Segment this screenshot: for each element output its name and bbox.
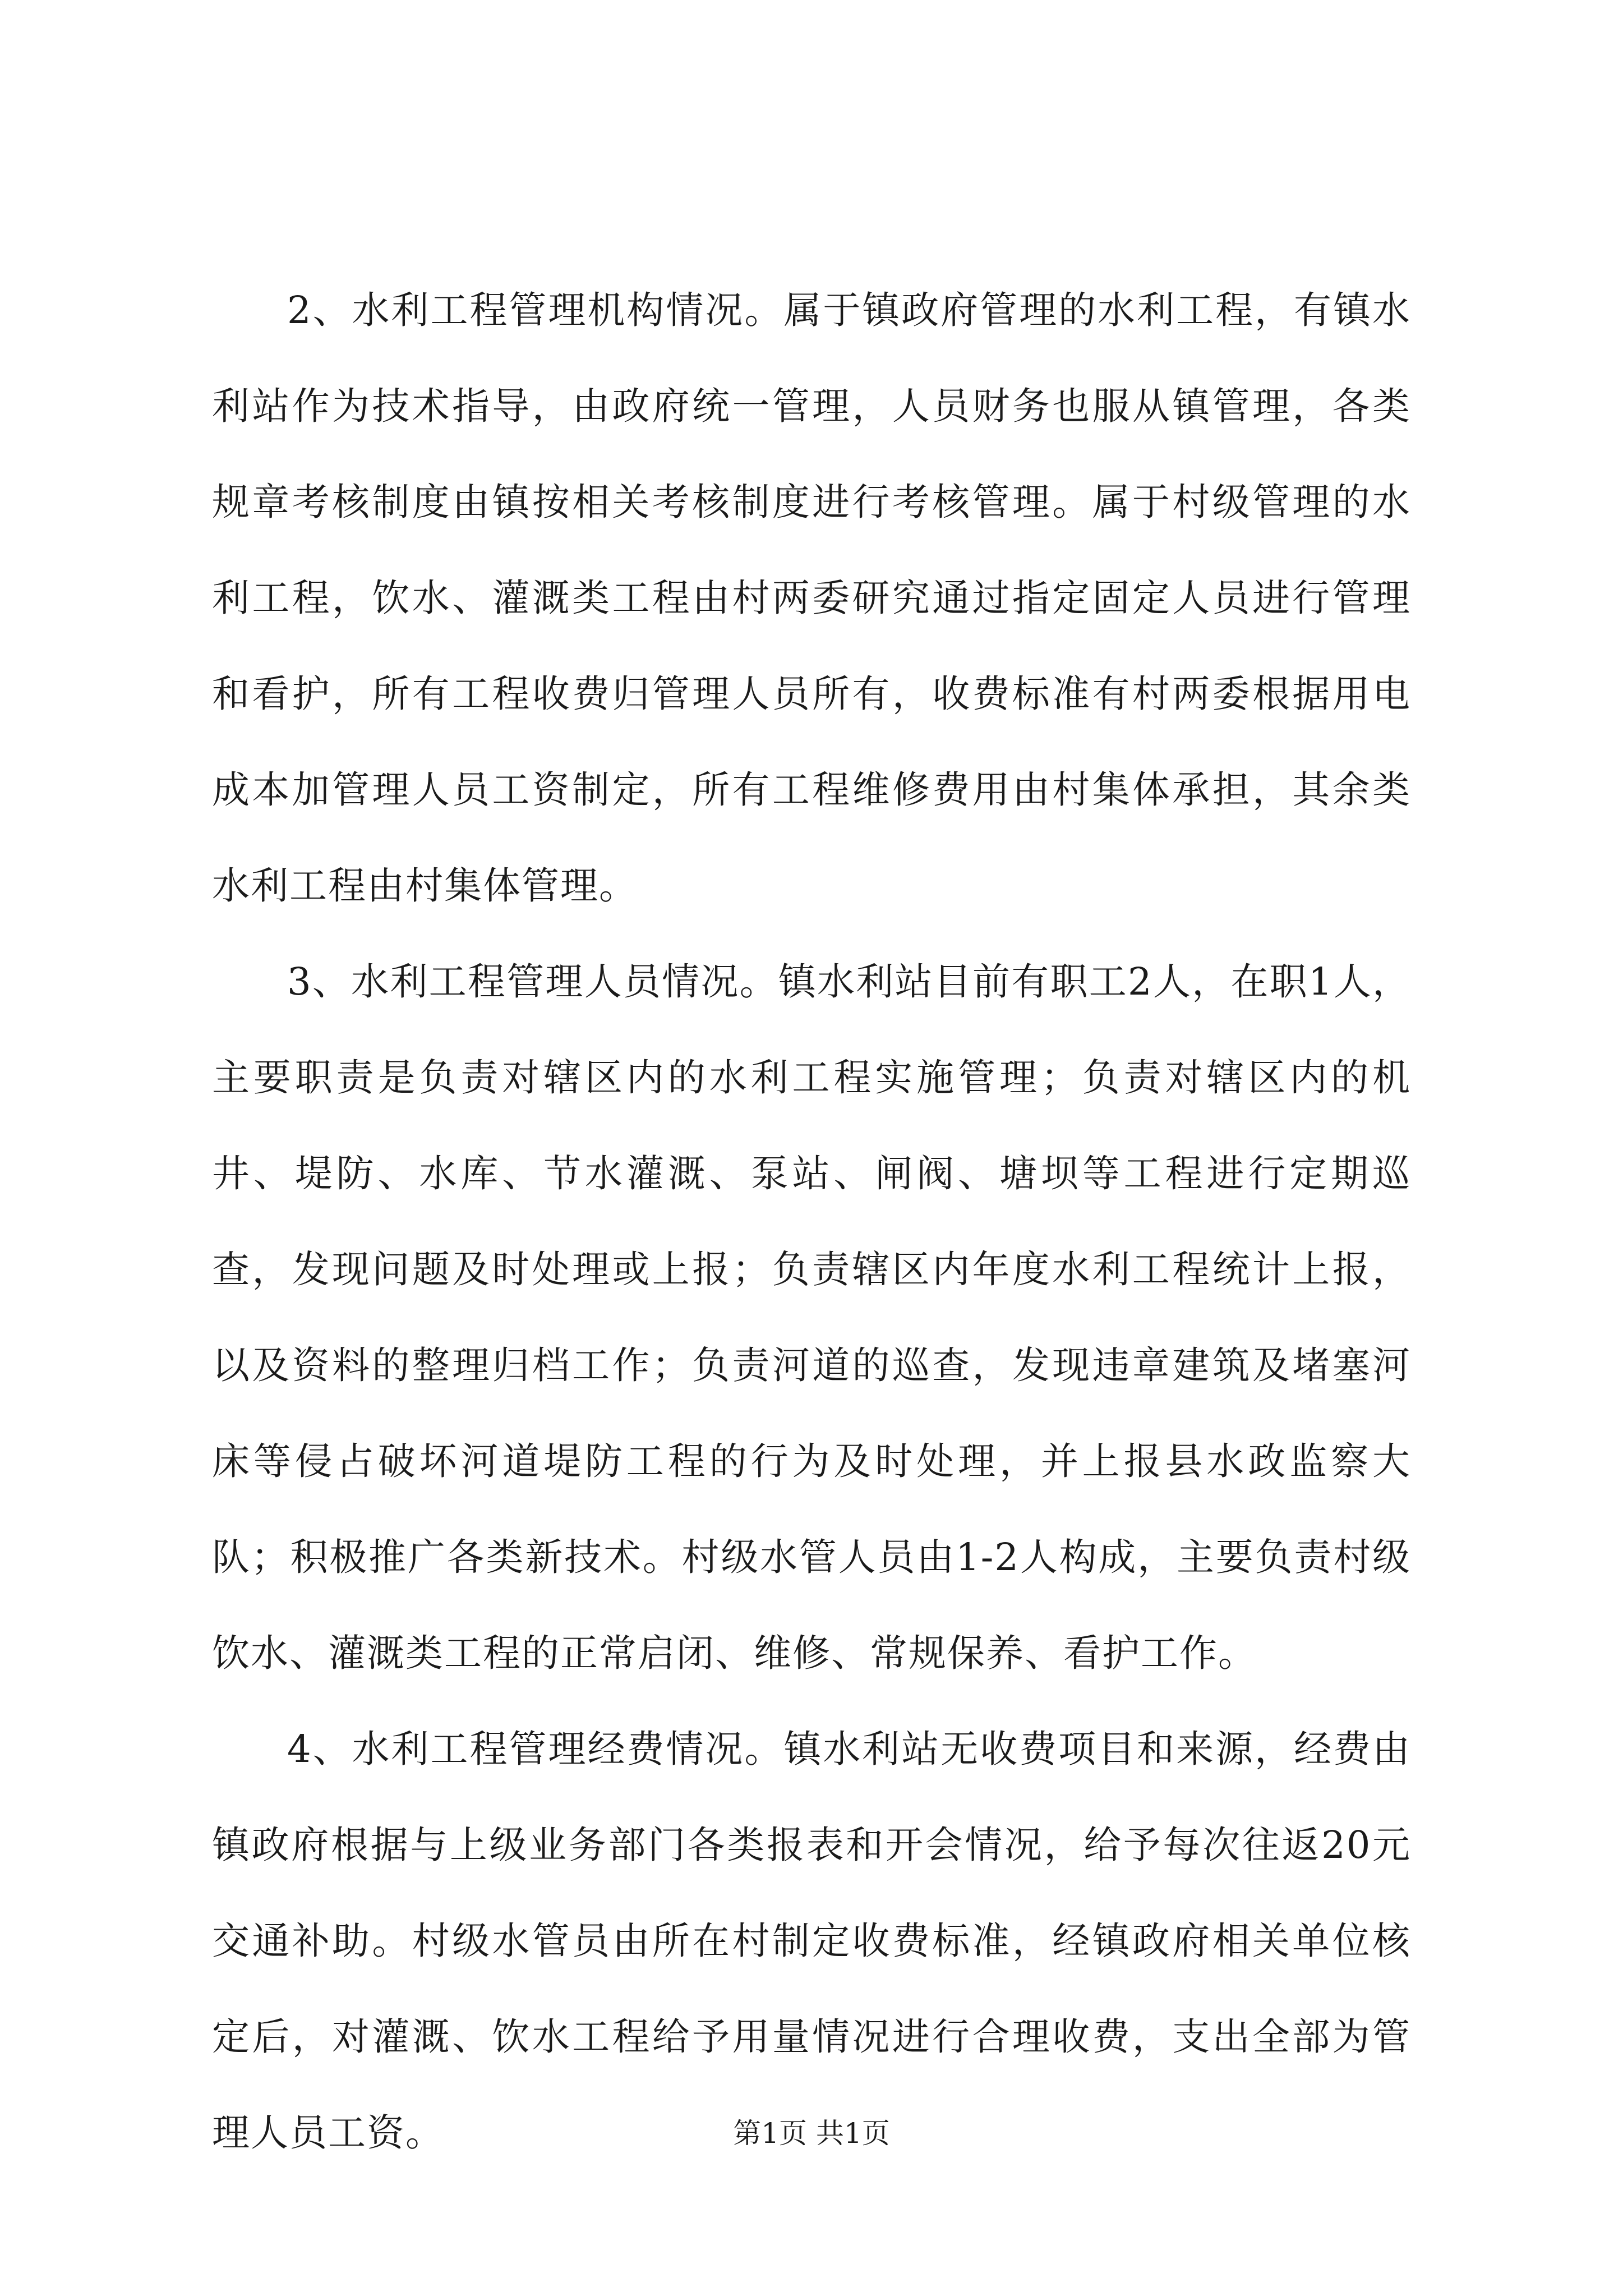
document-body	[212, 263, 1411, 2181]
paragraph-management-organization: 2、水利工程管理机构情况。属于镇政府管理的水利工程，有镇水利站作为技术指导，由政府统一管理，人员财务也服从镇管理，各类规章考核制度由镇按相关考核制度进行考核管理。属于村级管理的水利工程，饮水、灌溉类工程由村两委研究通过指定固定人员进行管理和看护，所有工程收费归管理人员所有，收费标准有村两委根据用电成本加管理人员工资制定，所有工程维修费用由村集体承担，其余类水利工程由村集体管理。	[212, 288, 1411, 908]
paragraph-management-funding: 4、水利工程管理经费情况。镇水利站无收费项目和来源，经费由镇政府根据与上级业务部门各类报表和开会情况，给予每次往返20元交通补助。村级水管员由所在村制定收费标准，经镇政府相关单位核定后，对灌溉、饮水工程给予用量情况进行合理收费，支出全部为管理人员工资。	[212, 1727, 1411, 2155]
page-footer: 第1页 共1页	[733, 2117, 890, 2150]
paragraph-management-personnel: 3、水利工程管理人员情况。镇水利站目前有职工2人，在职1人，主要职责是负责对辖区内的水利工程实施管理；负责对辖区内的机井、堤防、水库、节水灌溉、泵站、闸阀、塘坝等工程进行定期巡查，发现问题及时处理或上报；负责辖区内年度水利工程统计上报，以及资料的整理归档工作；负责河道的巡查，发现违章建筑及堵塞河床等侵占破坏河道堤防工程的行为及时处理，并上报县水政监察大队；积极推广各类新技术。村级水管人员由1-2人构成，主要负责村级饮水、灌溉类工程的正常启闭、维修、常规保养、看护工作。	[212, 960, 1411, 1675]
